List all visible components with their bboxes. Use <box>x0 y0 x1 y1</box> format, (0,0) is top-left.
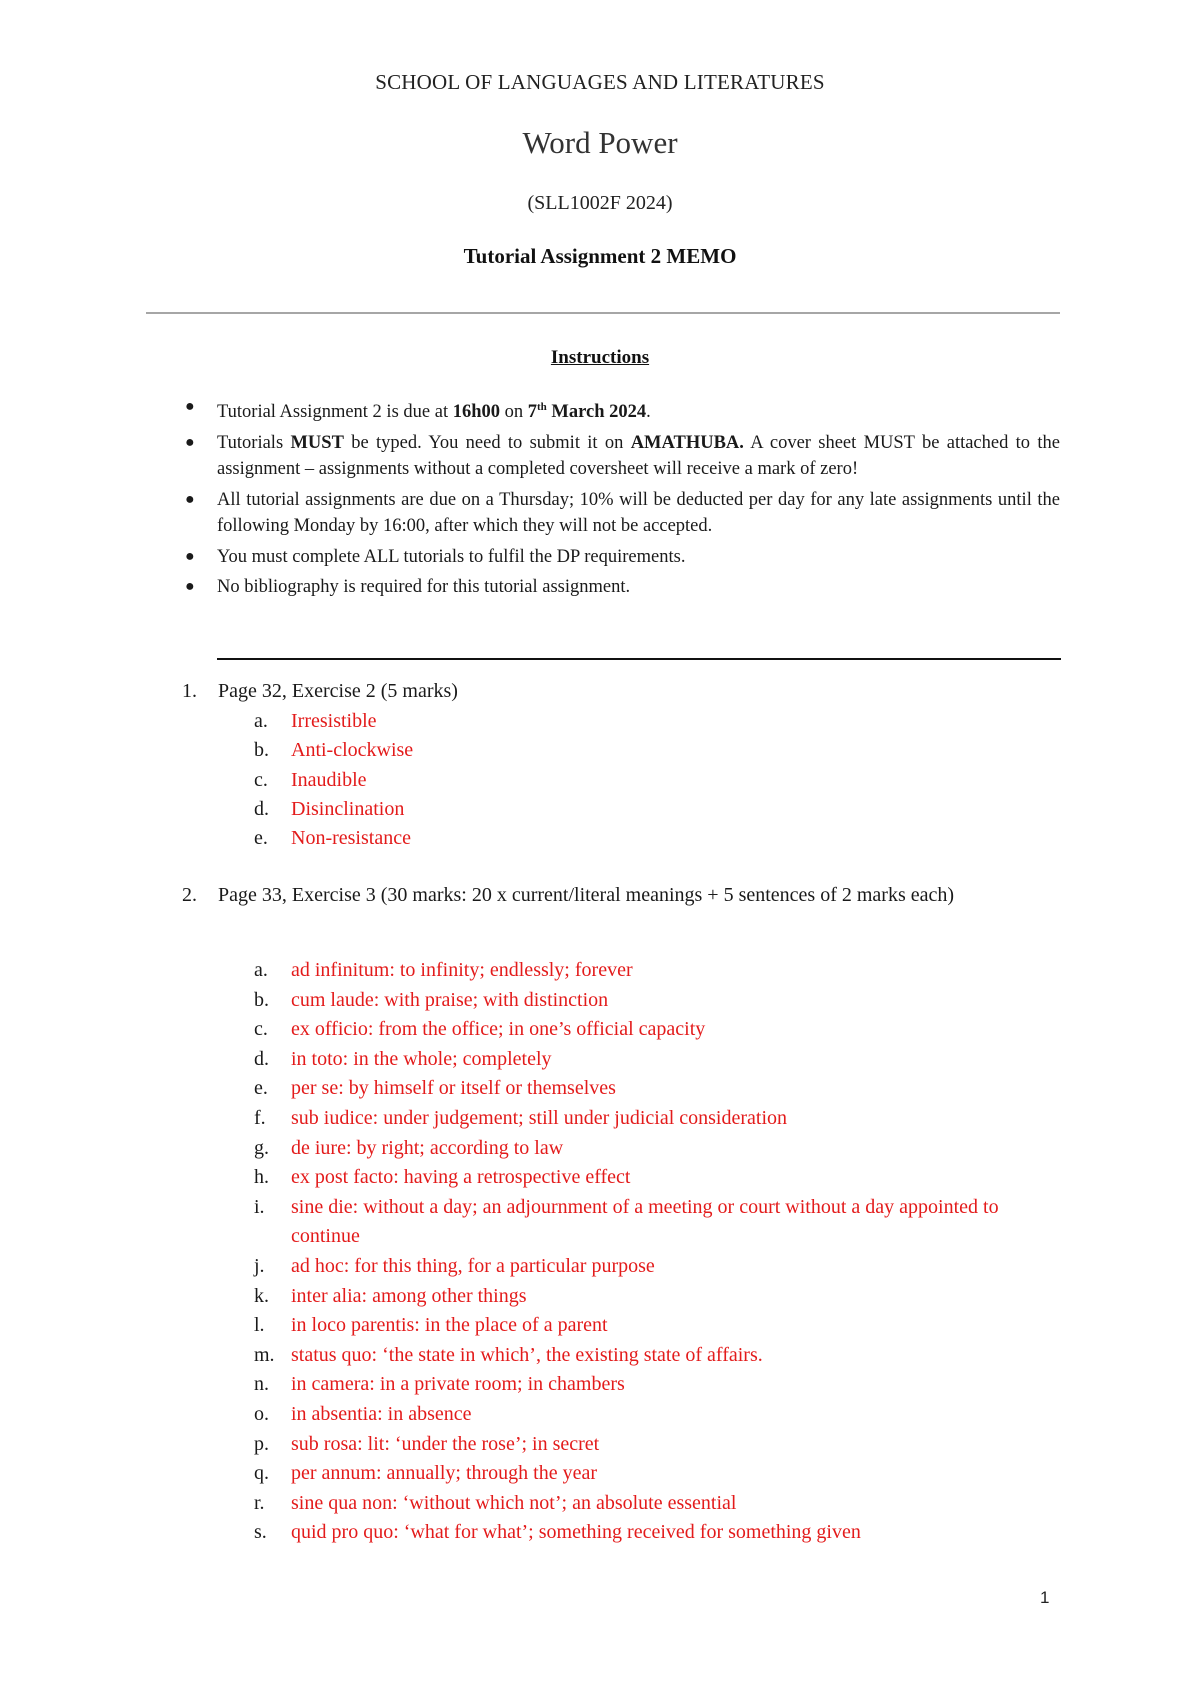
answer-item: a. ad infinitum: to infinity; endlessly; forever <box>254 959 633 981</box>
answer-item: s. quid pro quo: ‘what for what’; something received for something given <box>254 1521 861 1544</box>
answer-item: m. status quo: ‘the state in which’, the existing state of affairs. <box>254 1343 763 1366</box>
answer-item: b. Anti-clockwise <box>254 739 414 762</box>
question-number: 2. <box>182 884 197 906</box>
bullet-icon: ● <box>185 490 195 508</box>
answer-item: c. ex officio: from the office; in one’s official capacity <box>254 1018 706 1041</box>
header-divider <box>146 312 1060 314</box>
instructions-divider <box>217 658 1061 660</box>
question-prompt: Page 32, Exercise 2 (5 marks) <box>218 680 458 702</box>
answer-item: f. sub iudice: under judgement; still under judicial consideration <box>254 1106 787 1129</box>
question-2-answers <box>0 956 1200 1548</box>
answer-item: g. de iure: by right; according to law <box>254 1136 564 1159</box>
answer-item: l. in loco parentis: in the place of a parent <box>254 1314 608 1337</box>
instruction-item-submission: ● Tutorials MUST be typed. You need to submit it on AMATHUBA. A cover sheet MUST be attached to the assignment – assignments without a completed coversheet will receive a mark of zero! <box>0 430 1200 483</box>
question-2 <box>182 881 1062 910</box>
answer-item: d. in toto: in the whole; completely <box>254 1047 552 1070</box>
instruction-item-bibliography: ● No bibliography is required for this tutorial assignment. <box>0 574 1200 601</box>
school-name: SCHOOL OF LANGUAGES AND LITERATURES <box>375 70 825 94</box>
question-prompt: Page 33, Exercise 3 (30 marks: 20 x current/literal meanings + 5 sentences of 2 marks each) <box>218 884 955 906</box>
question-1 <box>182 677 1062 706</box>
instructions-heading: Instructions <box>550 347 650 368</box>
answer-item: r. sine qua non: ‘without which not’; an absolute essential <box>254 1491 737 1514</box>
bullet-icon: ● <box>185 433 195 451</box>
answer-item: i. sine die: without a day; an adjournment of a meeting or court without a day appointed to continue <box>254 1195 999 1248</box>
answer-item: q. per annum: annually; through the year <box>254 1462 598 1485</box>
answer-item: d. Disinclination <box>254 797 405 820</box>
answer-item: b. cum laude: with praise; with distinction <box>254 988 609 1011</box>
answer-item: h. ex post facto: having a retrospective effect <box>254 1166 631 1189</box>
question-number: 1. <box>182 680 197 702</box>
bullet-icon: ● <box>185 578 195 596</box>
answer-item: k. inter alia: among other things <box>254 1284 527 1307</box>
bullet-icon: ● <box>185 547 195 565</box>
answer-item: p. sub rosa: lit: ‘under the rose’; in secret <box>254 1432 600 1455</box>
instruction-item-late-policy: ● All tutorial assignments are due on a Thursday; 10% will be deducted per day for any late assignments until the following Monday by 16:00, after which they will not be accepted. <box>0 487 1200 540</box>
assignment-title: Tutorial Assignment 2 MEMO <box>463 244 737 268</box>
answer-item: e. per se: by himself or itself or themselves <box>254 1077 616 1100</box>
answer-item: o. in absentia: in absence <box>254 1402 472 1425</box>
answer-item: a. Irresistible <box>254 710 377 732</box>
answer-item: j. ad hoc: for this thing, for a particular purpose <box>254 1254 655 1277</box>
instructions-list <box>0 394 1200 605</box>
answer-item: c. Inaudible <box>254 768 367 791</box>
page-number: 1 <box>1040 1588 1050 1607</box>
document-title: Word Power <box>522 125 678 160</box>
answer-item: e. Non-resistance <box>254 827 411 850</box>
course-code: (SLL1002F 2024) <box>527 192 673 214</box>
answer-item: n. in camera: in a private room; in chambers <box>254 1373 625 1396</box>
instruction-item-dp: ● You must complete ALL tutorials to fulfil the DP requirements. <box>0 544 1200 571</box>
instruction-item-due-date: ● Tutorial Assignment 2 is due at 16h00 on 7th March 2024. <box>0 394 1200 426</box>
question-1-answers <box>0 707 1200 853</box>
bullet-icon: ● <box>185 398 195 415</box>
